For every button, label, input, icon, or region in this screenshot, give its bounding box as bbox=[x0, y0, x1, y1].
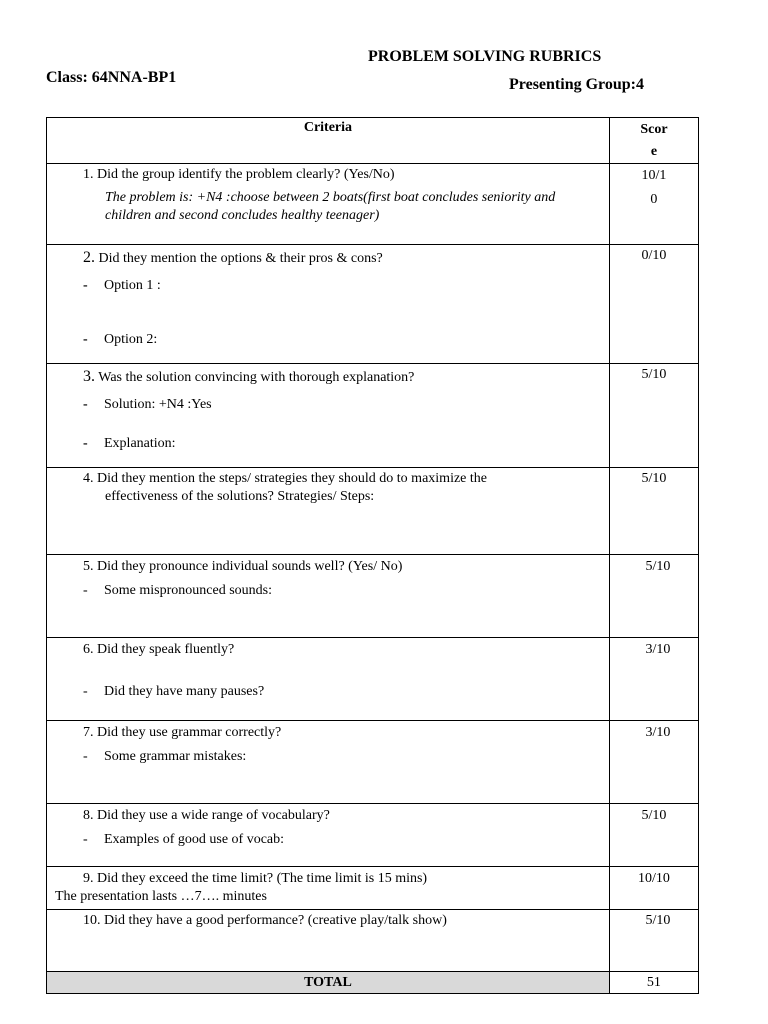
criterion-question: 10. Did they have a good performance? (creative play/talk show) bbox=[83, 913, 447, 928]
criteria-cell bbox=[47, 164, 610, 245]
criterion-question: 6. Did they speak fluently? bbox=[83, 642, 235, 657]
criteria-cell: 2. Did they mention the options & their pros & cons? - Option 1 : - Option 2: bbox=[47, 245, 610, 364]
presenting-group-label: Presenting Group:4 bbox=[509, 76, 644, 93]
score-cell: 5/10 bbox=[609, 364, 698, 468]
score-cell: 5/10 bbox=[609, 555, 698, 638]
criterion-sub-item: Explanation: bbox=[104, 436, 176, 451]
criteria-cell bbox=[47, 867, 610, 910]
criterion-sub-item: Option 2: bbox=[104, 332, 158, 347]
criterion-sub-item: Solution: +N4 :Yes bbox=[104, 397, 212, 412]
criteria-cell bbox=[47, 468, 610, 555]
score-cell: 3/10 bbox=[609, 721, 698, 804]
table-row bbox=[47, 164, 699, 245]
criterion-question: 5. Did they pronounce individual sounds well? (Yes/ No) bbox=[83, 559, 403, 574]
table-row bbox=[47, 721, 699, 804]
score-cell: 5/10 bbox=[609, 910, 698, 972]
criterion-question: 7. Did they use grammar correctly? bbox=[83, 725, 282, 740]
criteria-cell: 8. Did they use a wide range of vocabulary? - Examples of good use of vocab: bbox=[47, 804, 610, 867]
criteria-cell bbox=[47, 910, 610, 972]
class-label: Class: 64NNA-BP1 bbox=[46, 69, 177, 86]
table-row bbox=[47, 638, 699, 721]
criteria-cell: 7. Did they use grammar correctly? - Some grammar mistakes: bbox=[47, 721, 610, 804]
criterion-question: 4. Did they mention the steps/ strategies they should do to maximize the bbox=[83, 471, 487, 486]
score-header: Scor e bbox=[609, 118, 698, 164]
table-row bbox=[47, 867, 699, 910]
criterion-sub-item: Did they have many pauses? bbox=[104, 684, 265, 699]
criteria-cell: 5. Did they pronounce individual sounds well? (Yes/ No) - Some mispronounced sounds: bbox=[47, 555, 610, 638]
criteria-header: Criteria bbox=[47, 118, 610, 164]
criterion-question: 8. Did they use a wide range of vocabulary? bbox=[83, 808, 330, 823]
criterion-detail: The problem is: +N4 :choose between 2 boats(first boat concludes seniority and children and second concludes healthy teenager) bbox=[105, 190, 556, 223]
criteria-cell: 3. Was the solution convincing with thorough explanation? - Solution: +N4 :Yes - Explanation: bbox=[47, 364, 610, 468]
score-cell: 5/10 bbox=[609, 804, 698, 867]
table-row bbox=[47, 468, 699, 555]
table-row bbox=[47, 555, 699, 638]
total-label: TOTAL bbox=[47, 972, 610, 994]
criterion-question: Was the solution convincing with thorough explanation? bbox=[98, 370, 415, 385]
total-row bbox=[47, 972, 699, 994]
criteria-cell: 6. Did they speak fluently? - Did they have many pauses? bbox=[47, 638, 610, 721]
criterion-question-continued: effectiveness of the solutions? Strategies/ Steps: bbox=[105, 489, 375, 504]
total-value: 51 bbox=[609, 972, 698, 994]
score-cell: 3/10 bbox=[609, 638, 698, 721]
document-title: PROBLEM SOLVING RUBRICS bbox=[368, 48, 602, 65]
table-row bbox=[47, 245, 699, 364]
criterion-sub-item: Some grammar mistakes: bbox=[104, 749, 247, 764]
table-row bbox=[47, 364, 699, 468]
score-cell: 10/10 bbox=[609, 867, 698, 910]
score-cell: 0/10 bbox=[609, 245, 698, 364]
criterion-sub-item: Examples of good use of vocab: bbox=[104, 832, 285, 847]
presentation-duration: The presentation lasts …7…. minutes bbox=[55, 889, 267, 904]
table-row bbox=[47, 804, 699, 867]
criterion-question: Did they mention the options & their pros & cons? bbox=[98, 251, 383, 266]
criterion-sub-item: Option 1 : bbox=[104, 278, 161, 293]
criterion-sub-item: Some mispronounced sounds: bbox=[104, 583, 272, 598]
score-cell: 10/1 0 bbox=[609, 164, 698, 245]
criterion-question: 9. Did they exceed the time limit? (The time limit is 15 mins) bbox=[83, 871, 428, 886]
rubric-table bbox=[46, 117, 699, 994]
table-header-row bbox=[47, 118, 699, 164]
criterion-question: 1. Did the group identify the problem clearly? (Yes/No) bbox=[83, 167, 395, 182]
table-row bbox=[47, 910, 699, 972]
score-cell: 5/10 bbox=[609, 468, 698, 555]
